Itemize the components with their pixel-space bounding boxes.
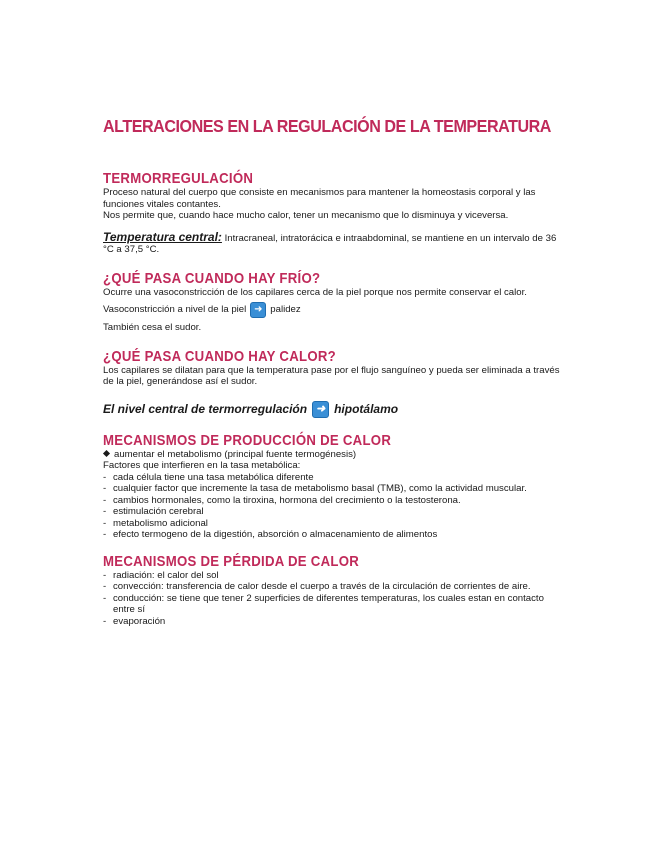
list-item: - conducción: se tiene que tener 2 superficies de diferentes temperaturas, los cuales estan en contacto entre sí xyxy=(103,593,563,616)
termorregulacion-paragraph-2: Nos permite que, cuando hace mucho calor, tener un mecanismo que lo disminuya y viceversa. xyxy=(103,210,509,221)
heading-calor: ¿QUÉ PASA CUANDO HAY CALOR? xyxy=(103,347,337,365)
nivel-central-text: El nivel central de termorregulación xyxy=(103,401,308,416)
list-item: - estimulación cerebral xyxy=(103,506,563,518)
hipotalamo-text: hipotálamo xyxy=(334,401,399,416)
list-item: - evaporación xyxy=(103,616,563,628)
list-item: - cualquier factor que incremente la tasa de metabolismo basal (TMB), como la actividad muscular. xyxy=(103,483,563,495)
factores-paragraph: Factores que interfieren en la tasa metabólica: xyxy=(103,460,301,471)
list-item: - metabolismo adicional xyxy=(103,518,563,530)
produccion-list xyxy=(103,472,563,541)
vasoconstriccion-text: Vasoconstricción a nivel de la piel xyxy=(103,304,247,316)
temperatura-central-text: Intracraneal, intratorácica e intraabdominal, se mantiene en un intervalo de 36 °C a 37,5 °C. xyxy=(103,232,557,255)
list-item: - convección: transferencia de calor desde el cuerpo a través de la circulación de corrientes de aire. xyxy=(103,581,563,593)
heading-termorregulacion: TERMORREGULACIÓN xyxy=(103,170,254,187)
calor-paragraph-1: Los capilares se dilatan para que la temperatura pase por el flujo sanguíneo y pueda ser eliminada a través de la piel, generándose así el sudor. xyxy=(103,364,560,387)
right-arrow-icon: ➜ xyxy=(250,302,266,318)
heading-produccion-calor: MECANISMOS DE PRODUCCIÓN DE CALOR xyxy=(103,431,392,449)
termorregulacion-paragraph-1: Proceso natural del cuerpo que consiste en mecanismos para mantener la homeostasis corporal y las funciones vitales contantes. xyxy=(103,187,536,210)
temperatura-central-paragraph xyxy=(103,229,563,256)
frio-paragraph-3: También cesa el sudor. xyxy=(103,322,202,333)
list-item: - cada célula tiene una tasa metabólica diferente xyxy=(103,472,563,484)
vasoconstriccion-line xyxy=(103,302,563,318)
heading-frio: ¿QUÉ PASA CUANDO HAY FRÍO? xyxy=(103,269,321,287)
frio-paragraph-1: Ocurre una vasoconstricción de los capilares cerca de la piel porque nos permite conservar el calor. xyxy=(103,286,527,298)
palidez-text: palidez xyxy=(270,304,301,316)
diamond-bullet-icon xyxy=(103,449,110,456)
nivel-central-line xyxy=(103,401,563,418)
temperatura-central-label: Temperatura central: xyxy=(103,229,222,244)
produccion-bullet-text: aumentar el metabolismo (principal fuente termogénesis) xyxy=(114,448,357,460)
list-item: - radiación: el calor del sol xyxy=(103,570,563,582)
list-item: - efecto termogeno de la digestión, absorción o almacenamiento de alimentos xyxy=(103,529,563,541)
heading-perdida-calor: MECANISMOS DE PÉRDIDA DE CALOR xyxy=(103,552,360,570)
produccion-bullet-line xyxy=(103,449,563,461)
right-arrow-icon: ➜ xyxy=(312,401,329,418)
perdida-list xyxy=(103,570,563,628)
list-item: - cambios hormonales, como la tiroxina, hormona del crecimiento o la testosterona. xyxy=(103,495,563,507)
page-title: ALTERACIONES EN LA REGULACIÓN DE LA TEMPERATURA xyxy=(103,116,551,136)
document-content xyxy=(103,116,563,627)
